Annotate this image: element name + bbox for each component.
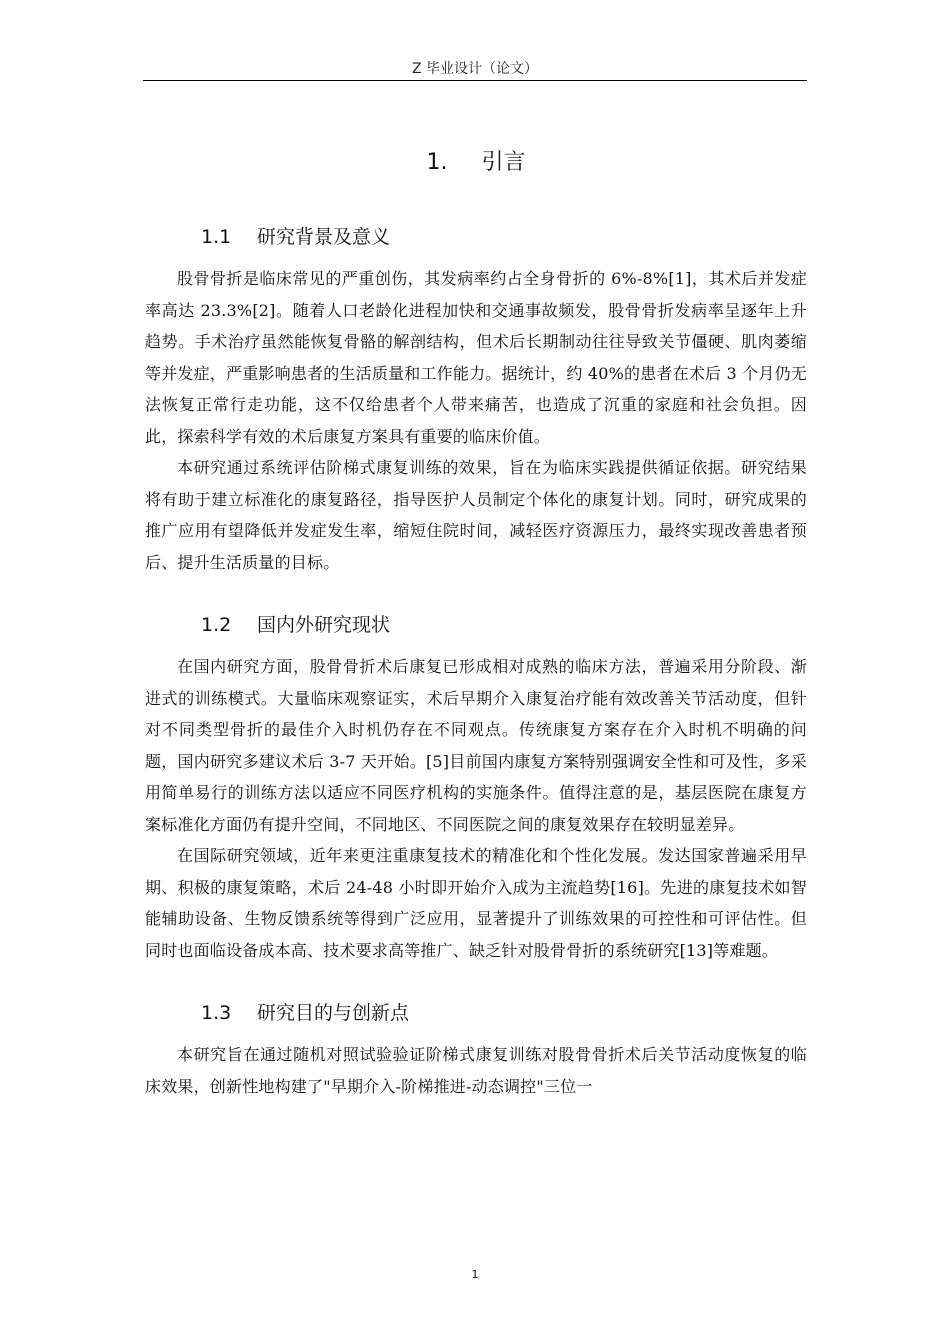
section-number: 1.1 bbox=[201, 226, 232, 248]
section-title-1-2 bbox=[145, 609, 807, 641]
section-title-text: 研究目的与创新点 bbox=[257, 1002, 410, 1024]
section-gap bbox=[145, 966, 807, 997]
page-body bbox=[145, 145, 807, 1102]
section-number: 1.3 bbox=[201, 1002, 232, 1024]
section-title-text: 国内外研究现状 bbox=[257, 614, 391, 636]
header-divider bbox=[143, 80, 807, 81]
section-gap bbox=[145, 578, 807, 609]
section-title-1-3 bbox=[145, 997, 807, 1029]
paragraph: 在国内研究方面，股骨骨折术后康复已形成相对成熟的临床方法，普遍采用分阶段、渐进式的训练模式。大量临床观察证实，术后早期介入康复治疗能有效改善关节活动度，但针对不同类型骨折的最佳介入时机仍存在不同观点。传统康复方案存在介入时机不明确的问题，国内研究多建议术后 3-7 天开始。[5]目前国内康复方案特别强调安全性和可及性，多采用简单易行的训练方法以适应不同医疗机构的实施条件。值得注意的是，基层医院在康复方案标准化方面仍有提升空间，不同地区、不同医院之间的康复效果存在较明显差异。 bbox=[145, 657, 807, 834]
section-title-1-1 bbox=[145, 221, 807, 253]
paragraph: 本研究通过系统评估阶梯式康复训练的效果，旨在为临床实践提供循证依据。研究结果将有助于建立标准化的康复路径，指导医护人员制定个体化的康复计划。同时，研究成果的推广应用有望降低并发症发生率，缩短住院时间，减轻医疗资源压力，最终实现改善患者预后、提升生活质量的目标。 bbox=[145, 458, 807, 572]
paragraph: 在国际研究领域，近年来更注重康复技术的精准化和个性化发展。发达国家普遍采用早期、积极的康复策略，术后 24-48 小时即开始介入成为主流趋势[16]。先进的康复技术如智能辅助设备、生物反馈系统等得到广泛应用，显著提升了训练效果的可控性和可评估性。但同时也面临设备成本高、技术要求高等推广、缺乏针对股骨骨折的系统研究[13]等难题。 bbox=[145, 846, 807, 960]
page-number: 1 bbox=[471, 1268, 479, 1281]
section-number: 1.2 bbox=[201, 614, 232, 636]
running-header: Z 毕业设计（论文） bbox=[411, 61, 539, 77]
paragraph: 本研究旨在通过随机对照试验验证阶梯式康复训练对股骨骨折术后关节活动度恢复的临床效果，创新性地构建了"早期介入-阶梯推进-动态调控"三位一 bbox=[145, 1045, 807, 1096]
chapter-title-text: 引言 bbox=[481, 150, 526, 175]
section-title-text: 研究背景及意义 bbox=[257, 226, 391, 248]
chapter-title bbox=[145, 145, 807, 181]
paragraph: 股骨骨折是临床常见的严重创伤，其发病率约占全身骨折的 6%-8%[1]，其术后并发症率高达 23.3%[2]。随着人口老龄化进程加快和交通事故频发，股骨骨折发病率呈逐年上升趋势。手术治疗虽然能恢复骨骼的解剖结构，但术后长期制动往往导致关节僵硬、肌肉萎缩等并发症，严重影响患者的生活质量和工作能力。据统计，约 40%的患者在术后 3 个月仍无法恢复正常行走功能，这不仅给患者个人带来痛苦，也造成了沉重的家庭和社会负担。因此，探索科学有效的术后康复方案具有重要的临床价值。 bbox=[145, 269, 807, 446]
chapter-number: 1. bbox=[426, 150, 448, 175]
